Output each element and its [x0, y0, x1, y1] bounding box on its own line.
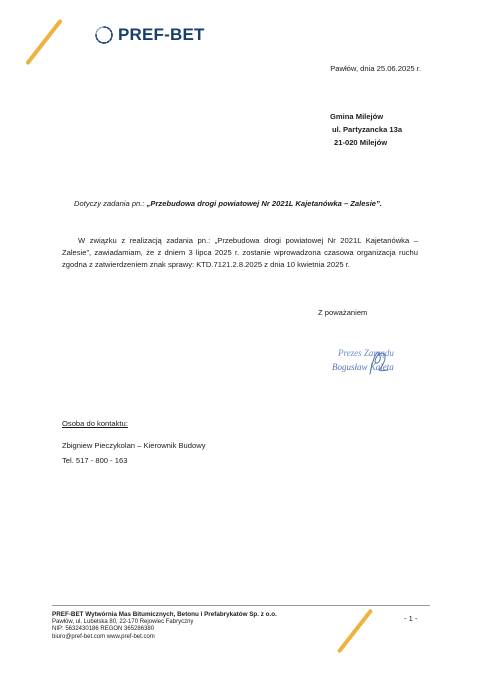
recipient-name: Gmina Milejów — [330, 112, 384, 121]
logo-emblem-icon — [94, 25, 114, 45]
contact-phone: Tel. 517 - 800 - 163 — [62, 456, 128, 465]
contact-heading: Osoba do kontaktu: — [62, 419, 128, 428]
letter-body — [62, 235, 418, 271]
signature-title: Prezes Zarządu — [338, 348, 394, 358]
footer-address: Pawłów, ul. Lubelska 80, 22-170 Rejowiec Fabryczny — [52, 618, 194, 625]
contact-person: Zbigniew Pieczykolan – Kierownik Budowy — [62, 441, 206, 450]
logo-text: PREF-BET — [118, 25, 205, 44]
footer-ids: NIP: 5632430186 REGON 365286380 — [52, 626, 155, 633]
body-paragraph: W związku z realizacją zadania pn.: „Przebudowa drogi powiatowej Nr 2021L Kajetanówka – Zalesie”, zawiadamiam, że z dniem 3 lipca 2025 r. zostanie wprowadzona czasowa organizacja ruchu zgodna z zatwierdzeniem znak sprawy: KTD.7121.2.8.2025 z dnia 10 kwietnia 2025 r. — [62, 236, 418, 269]
subject-title: „Przebudowa drogi powiatowej Nr 2021L Kajetanówka – Zalesie”. — [146, 199, 382, 208]
letter-date: Pawłów, dnia 25.06.2025 r. — [330, 64, 421, 73]
closing-regards: Z poważaniem — [318, 308, 368, 317]
signature-name: Bogusław Kaleta — [332, 362, 394, 372]
handwritten-signature-icon — [364, 344, 394, 380]
letter-subject — [74, 199, 382, 208]
footer-divider — [52, 605, 430, 606]
page-number: - 1 - — [404, 614, 418, 623]
footer-company: PREF-BET Wytwórnia Mas Bitumicznych, Betonu i Prefabrykatów Sp. z o.o. — [52, 611, 277, 618]
signature-stamp — [316, 348, 436, 388]
recipient-street: ul. Partyzancka 13a — [332, 125, 403, 134]
accent-slash-top — [25, 19, 63, 66]
recipient-postcode: 21-020 Milejów — [334, 138, 388, 147]
company-logo — [94, 24, 205, 46]
footer-contact: biuro@pref-bet.com www.pref-bet.com — [52, 633, 155, 640]
accent-slash-bottom — [337, 608, 373, 653]
recipient-address — [330, 110, 450, 149]
subject-prefix: Dotyczy zadania pn.: — [74, 199, 147, 208]
footer — [52, 611, 277, 641]
